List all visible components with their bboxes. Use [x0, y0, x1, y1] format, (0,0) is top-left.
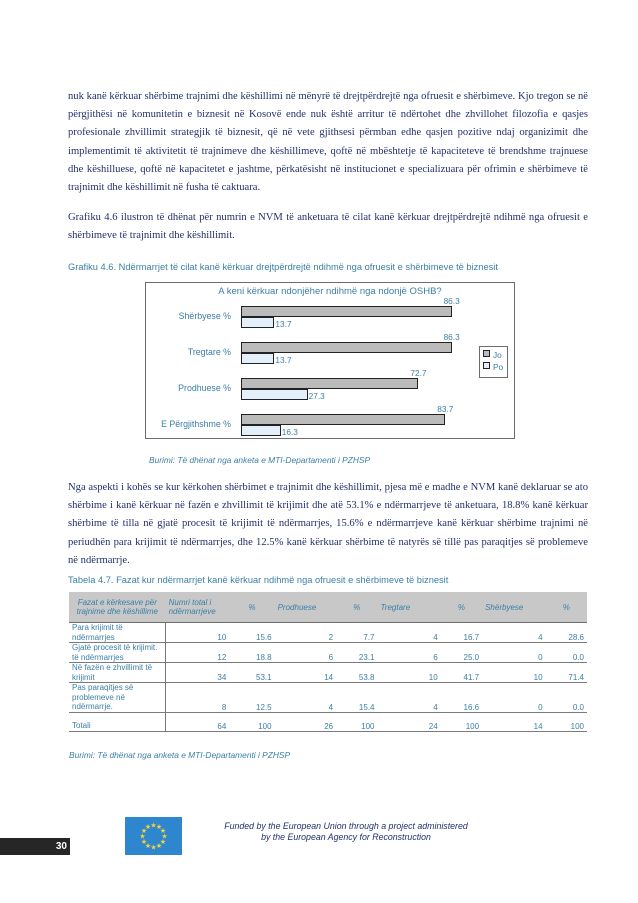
chart-bar-po	[241, 389, 308, 400]
chart-bar-po	[241, 353, 274, 364]
table-cell: 100	[441, 712, 482, 731]
chart-bar-jo	[241, 414, 445, 425]
chart-value-label: 13.7	[275, 319, 292, 329]
body-paragraph-intro: nuk kanë kërkuar shërbime trajnimi dhe këshillimi në mënyrë të drejtpërdrejtë nga ofruesit e shërbimeve. Kjo tregon se në përgjithësi në komunitetin e biznesit në Kosovë ende nuk është arritur të ndërtohet dhe zhvillohet filozofia e qasjes profesionale zhvillimit strategjik të biznesit, që në vete gjithsesi përmban edhe qasjen pozitive ndaj organizimit dhe implementimit të aktivitetit të trajnimeve dhe këshillimeve, qoftë në mbështetje të kapaciteteve të brendshme trajnuese dhe këshilluese, qoftë në kapacitetet e jashtme, përkatësisht në institucionet e specializuara për ofrimin e shërbimeve të trajnimit dhe këshillimit në fusha të caktuara.	[68, 91, 588, 194]
table-cell: Në fazën e zhvillimit të krijimit	[69, 663, 166, 683]
eu-star-icon: ★	[155, 822, 163, 831]
table-cell: 10	[482, 663, 545, 683]
chart-category-label: Tregtare %	[187, 347, 231, 357]
table-header-cell: Prodhuese	[275, 592, 337, 623]
table-cell: 16.7	[441, 623, 482, 643]
table-cell: 26	[275, 712, 337, 731]
chart-value-label: 13.7	[275, 355, 292, 365]
chart-value-label: 27.3	[308, 391, 325, 401]
chart-bar-po	[241, 317, 274, 328]
table-row	[69, 623, 587, 643]
table-cell: 15.6	[229, 623, 274, 643]
legend-swatch-jo	[483, 350, 490, 357]
eu-star-icon: ★	[159, 827, 167, 835]
table-cell: 4	[378, 623, 441, 643]
table-header-cell: Fazat e kërkesave për trajnime dhe këshillime	[69, 592, 166, 623]
table-cell: 28.6	[546, 623, 587, 643]
table-cell: Gjatë procesit të krijimit. të ndërmarrjes	[69, 643, 166, 663]
chart-bar-jo	[241, 378, 418, 389]
table-cell: 4	[275, 683, 337, 713]
legend-swatch-po	[483, 362, 490, 369]
chart-category-label: Shërbyese %	[178, 311, 231, 321]
eu-star-icon: ★	[144, 822, 152, 831]
eu-star-icon: ★	[161, 832, 168, 841]
table-cell: 6	[378, 643, 441, 663]
table-cell: 2	[275, 623, 337, 643]
table-cell: 0	[482, 643, 545, 663]
page-number: 30	[0, 838, 70, 855]
table-cell: 34	[166, 663, 230, 683]
chart-bar-jo	[241, 306, 452, 317]
table-cell: 24	[378, 712, 441, 731]
table-cell: 71.4	[546, 663, 587, 683]
table-cell: 12	[166, 643, 230, 663]
chart-value-label: 16.3	[281, 427, 298, 437]
chart-title: A keni kërkuar ndonjëher ndihmë nga ndonjë OSHB?	[218, 286, 442, 297]
table-cell: 100	[229, 712, 274, 731]
table-header-row	[69, 592, 587, 623]
table-header-cell: Numri total i ndërmarrjeve	[166, 592, 230, 623]
table-header-cell: %	[336, 592, 377, 623]
table-row	[69, 643, 587, 663]
table-cell: 14	[275, 663, 337, 683]
phases-table	[69, 592, 587, 732]
eu-star-icon: ★	[155, 842, 163, 851]
chart-value-label: 86.3	[443, 332, 460, 342]
table-header-cell: %	[441, 592, 482, 623]
table-header-cell: Shërbyese	[482, 592, 545, 623]
chart-value-label: 86.3	[443, 296, 460, 306]
funding-line-2: by the European Agency for Reconstruction	[261, 832, 431, 842]
body-paragraph-chart-intro: Grafiku 4.6 ilustron të dhënat për numrin e NVM të anketuara të cilat kanë kërkuar drejtpërdrejtë ndihmë nga ofruesit e shërbimeve të trajnimit dhe këshillimit.	[68, 212, 588, 242]
table-cell: 10	[378, 663, 441, 683]
eu-star-icon: ★	[144, 842, 152, 851]
table-cell: 23.1	[336, 643, 377, 663]
table-header-cell: Tregtare	[378, 592, 441, 623]
table-cell: 16.6	[441, 683, 482, 713]
eu-star-icon: ★	[140, 838, 148, 846]
table-cell: 53.8	[336, 663, 377, 683]
table-cell: 10	[166, 623, 230, 643]
table-cell: 8	[166, 683, 230, 713]
table-cell: 53.1	[229, 663, 274, 683]
table-cell: 64	[166, 712, 230, 731]
table-cell: 12.5	[229, 683, 274, 713]
chart-bar-po	[241, 425, 281, 436]
table-cell: 4	[482, 623, 545, 643]
bar-chart	[145, 282, 515, 439]
table-header-cell: %	[546, 592, 587, 623]
chart-bar-jo	[241, 342, 452, 353]
chart-legend	[479, 346, 508, 378]
chart-category-label: E Përgjithshme %	[161, 419, 231, 429]
body-paragraph-timing: Nga aspekti i kohës se kur kërkohen shërbimet e trajnimit dhe këshillimit, pjesa më e madhe e NVM kanë deklaruar se ato shërbime i kanë kërkuar në fazën e zhvillimit të krijimit dhe atë 53.1% e ndërmarrjeve të anketuara, 18.8% kanë kërkuar shërbime të tilla në gjatë procesit të krijimit të ndërmarrjes, 15.6% e ndërmarrjeve kanë kërkuar shërbime trajnimi në periudhën para krijimit të ndërmarrjes, dhe 12.5% kanë kërkuar shërbime të natyrës së tillë pas paraqitjes së problemeve në ndërmarrje.	[68, 482, 588, 566]
table-body	[69, 623, 587, 732]
table-row	[69, 683, 587, 713]
table-cell: 0.0	[546, 643, 587, 663]
table-cell: Para krijimit të ndërmarrjes	[69, 623, 166, 643]
figure-source: Burimi: Të dhënat nga anketa e MTI-Departamenti i PZHSP	[149, 455, 371, 465]
eu-stars-icon	[125, 817, 182, 855]
table-cell: 14	[482, 712, 545, 731]
table-cell: 18.8	[229, 643, 274, 663]
table-source: Burimi: Të dhënat nga anketa e MTI-Departamenti i PZHSP	[69, 750, 291, 760]
eu-star-icon: ★	[140, 827, 148, 835]
figure-caption: Grafiku 4.6. Ndërmarrjet të cilat kanë kërkuar drejtpërdrejtë ndihmë nga ofruesit e shërbimeve të biznesit	[68, 262, 498, 272]
table-cell: 6	[275, 643, 337, 663]
eu-star-icon: ★	[159, 838, 167, 846]
table-cell: Pas paraqitjes së problemeve në ndërmarrje.	[69, 683, 166, 713]
table-header-cell: %	[229, 592, 274, 623]
table-cell: 7.7	[336, 623, 377, 643]
table-cell: 0	[482, 683, 545, 713]
funding-notice	[196, 821, 496, 843]
table-cell: Totali	[69, 712, 166, 731]
table-caption: Tabela 4.7. Fazat kur ndërmarrjet kanë kërkuar ndihmë nga ofruesit e shërbimeve të biznesit	[68, 575, 449, 585]
eu-star-icon: ★	[150, 843, 157, 852]
table-row	[69, 712, 587, 731]
table-row	[69, 663, 587, 683]
table-cell: 4	[378, 683, 441, 713]
funding-line-1: Funded by the European Union through a project administered	[224, 821, 468, 831]
table-cell: 15.4	[336, 683, 377, 713]
eu-flag-logo	[125, 817, 182, 855]
legend-label-jo: Jo	[493, 350, 502, 360]
chart-value-label: 83.7	[437, 404, 454, 414]
table-cell: 41.7	[441, 663, 482, 683]
table-cell: 100	[546, 712, 587, 731]
legend-label-po: Po	[493, 362, 504, 372]
eu-star-icon: ★	[150, 821, 157, 830]
eu-star-icon: ★	[139, 832, 146, 841]
table-cell: 25.0	[441, 643, 482, 663]
table-cell: 0.0	[546, 683, 587, 713]
chart-value-label: 72.7	[410, 368, 427, 378]
chart-category-label: Prodhuese %	[178, 383, 231, 393]
table-cell: 100	[336, 712, 377, 731]
